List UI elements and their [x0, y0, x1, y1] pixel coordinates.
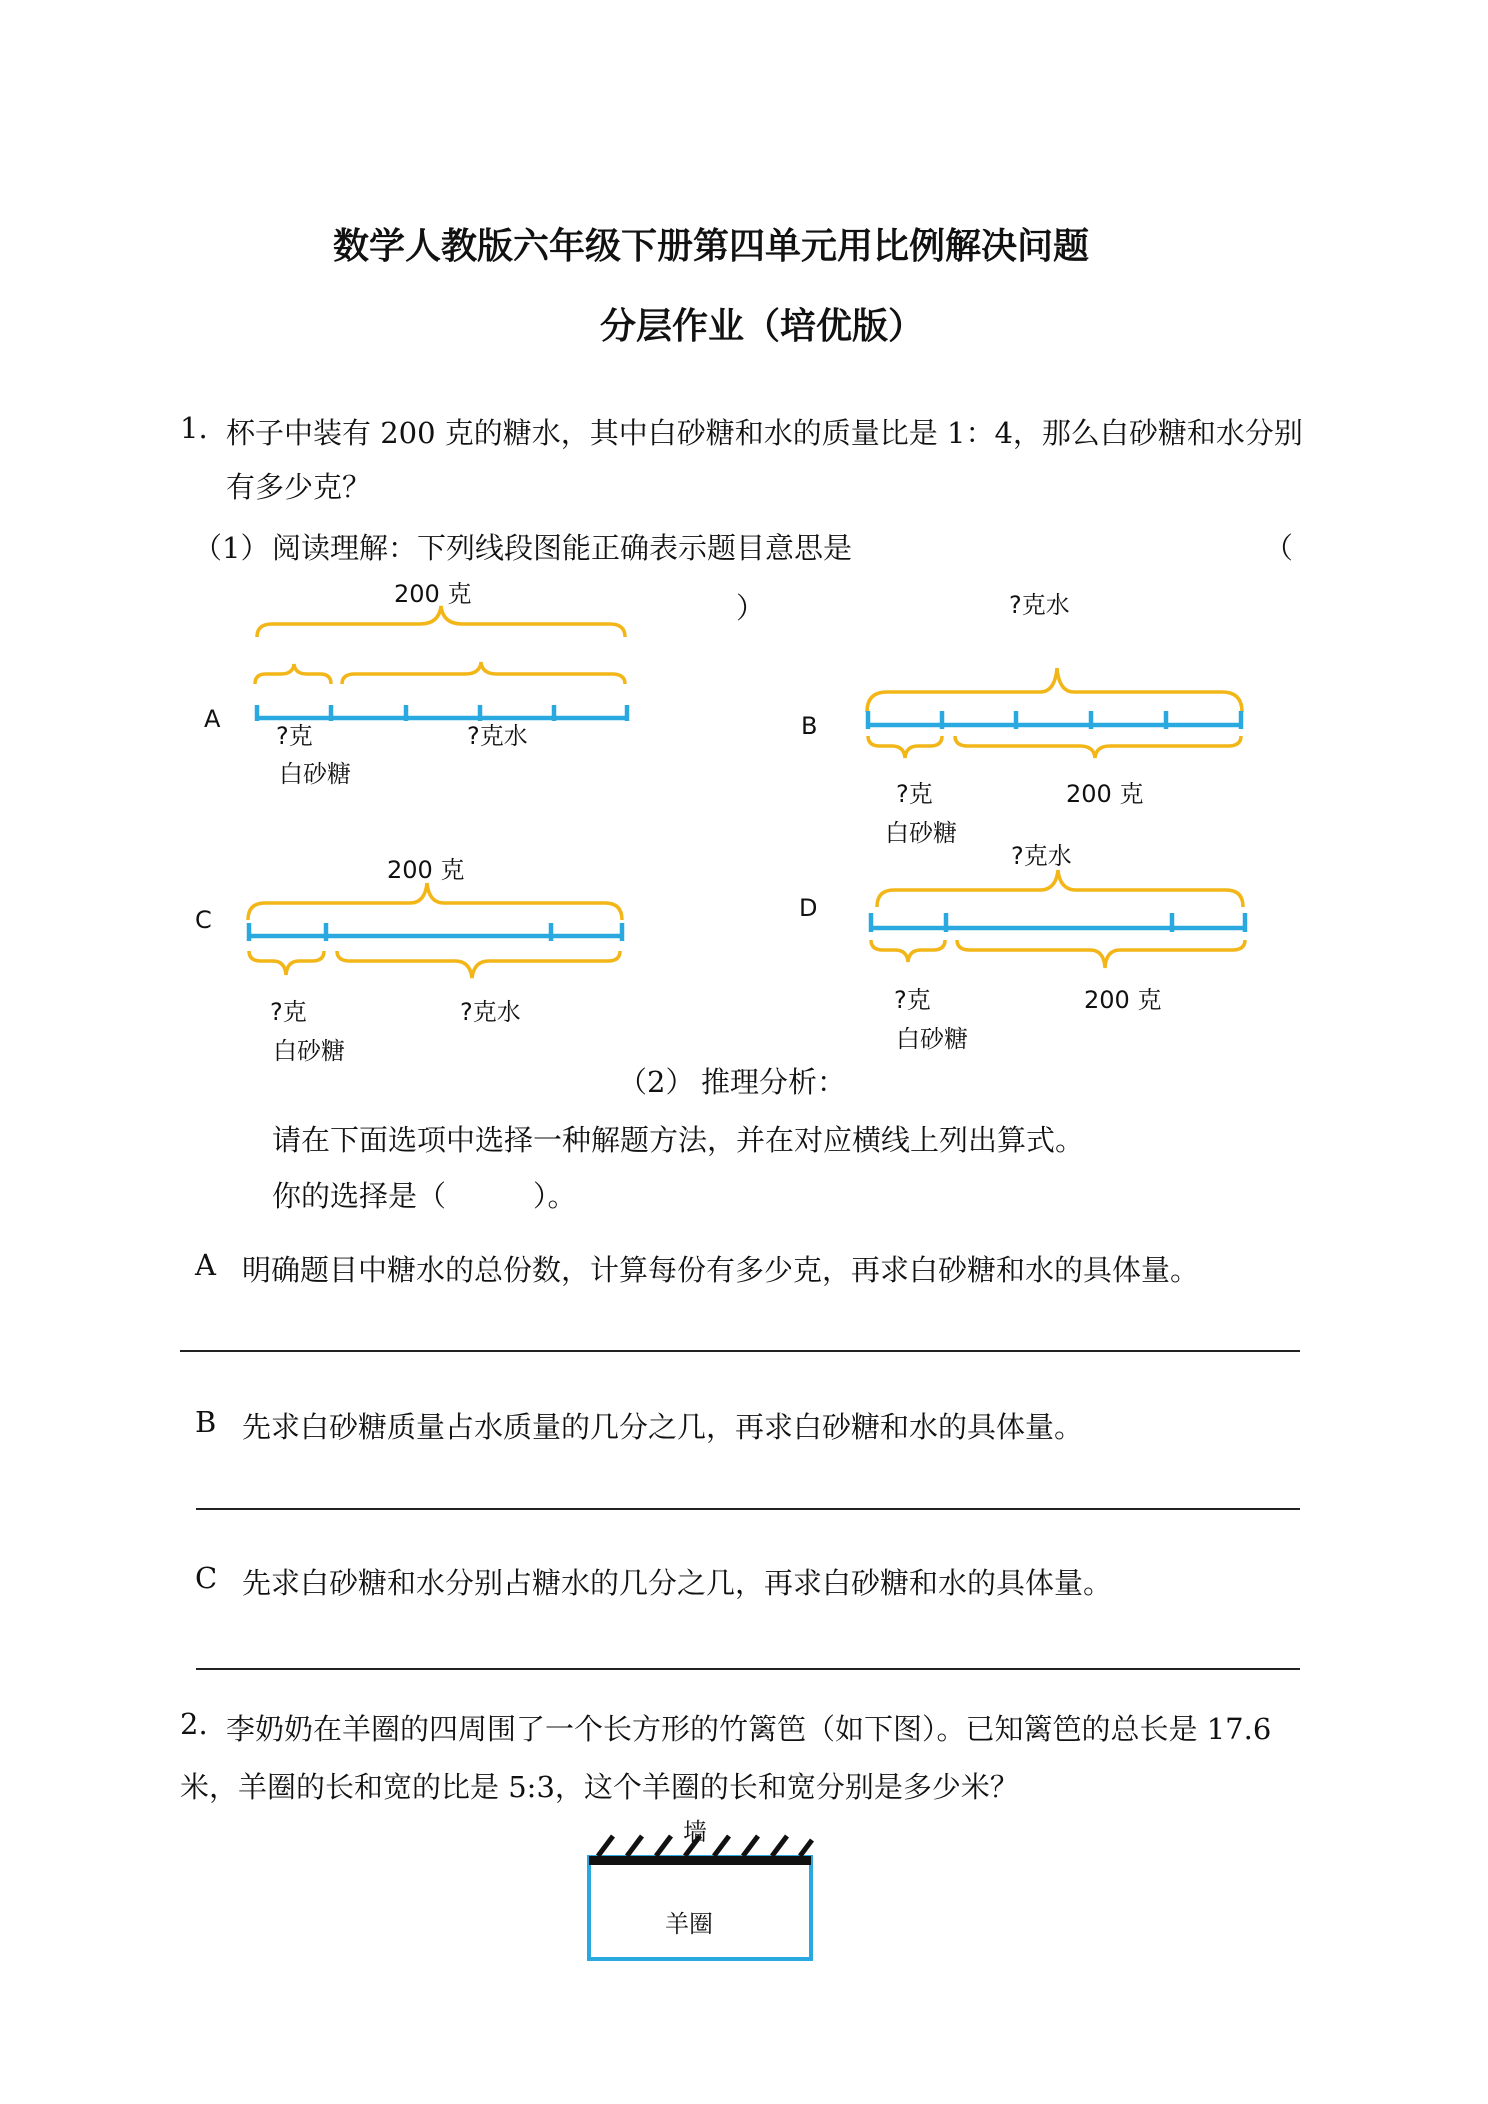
- method-b-letter: B: [195, 1405, 217, 1439]
- diagram-d-sugar-qty: ?克: [894, 986, 931, 1014]
- method-a-letter: A: [195, 1248, 216, 1282]
- diagram-c-water-qty: ?克水: [460, 998, 521, 1026]
- page-title: 数学人教版六年级下册第四单元用比例解决问题: [333, 226, 1090, 267]
- diagram-c-sugar-qty: ?克: [270, 998, 307, 1026]
- diagram-b-letter: B: [801, 712, 818, 740]
- diagram-b-amount: 200 克: [1066, 780, 1144, 808]
- page-subtitle: 分层作业（培优版）: [600, 306, 925, 347]
- diagram-a-sugar-label: 白砂糖: [279, 760, 351, 788]
- q2-text-line2: 米，羊圈的长和宽的比是 5:3，这个羊圈的长和宽分别是多少米？: [180, 1770, 1019, 1804]
- diagram-b-total-label: ?克水: [1009, 591, 1070, 619]
- pen-label: 羊圈: [665, 1910, 713, 1938]
- q1-part1-label: （1）: [193, 531, 270, 565]
- diagram-c-sugar-label: 白砂糖: [273, 1037, 345, 1065]
- method-c-text: 先求白砂糖和水分别占糖水的几分之几，再求白砂糖和水的具体量。: [242, 1566, 1113, 1600]
- q1-part1-text: 阅读理解：下列线段图能正确表示题目意思是: [272, 531, 853, 565]
- q2-text-line1: 李奶奶在羊圈的四周围了一个长方形的竹篱笆（如下图）。已知篱笆的总长是 17.6: [226, 1712, 1272, 1746]
- diagram-d-amount: 200 克: [1084, 986, 1162, 1014]
- wall-label: 墙: [683, 1818, 707, 1846]
- answer-paren-open: （: [1264, 531, 1294, 565]
- q1-part2-instruction: 请在下面选项中选择一种解题方法，并在对应横线上列出算式。: [272, 1123, 1085, 1157]
- q1-text-line2: 有多少克？: [226, 470, 372, 504]
- diagram-d-total-label: ?克水: [1011, 842, 1072, 870]
- q1-part2-label: （2）: [618, 1065, 695, 1099]
- method-a-text: 明确题目中糖水的总份数，计算每份有多少克，再求白砂糖和水的具体量。: [242, 1253, 1200, 1287]
- diagram-a-sugar-qty: ?克: [276, 722, 313, 750]
- diagram-c-total-label: 200 克: [387, 856, 465, 884]
- choice-prompt: 你的选择是（ ）。: [272, 1179, 577, 1213]
- method-c-letter: C: [195, 1561, 218, 1595]
- diagram-c-letter: C: [195, 906, 212, 934]
- q1-number: 1.: [180, 411, 208, 445]
- diagram-a-letter: A: [204, 705, 221, 733]
- diagram-b-sugar-label: 白砂糖: [885, 819, 957, 847]
- diagram-b-sugar-qty: ?克: [896, 780, 933, 808]
- q1-part2-text: 推理分析：: [701, 1065, 847, 1099]
- q1-text-line1: 杯子中装有 200 克的糖水，其中白砂糖和水的质量比是 1：4，那么白砂糖和水分别: [226, 416, 1303, 450]
- diagram-a-water-qty: ?克水: [467, 722, 528, 750]
- diagram-d-sugar-label: 白砂糖: [896, 1025, 968, 1053]
- q2-number: 2.: [180, 1707, 208, 1741]
- wall-bar: [589, 1856, 811, 1865]
- answer-paren-close: ）: [736, 591, 766, 625]
- diagram-a-total-label: 200 克: [394, 580, 472, 608]
- diagram-d-letter: D: [799, 894, 818, 922]
- method-b-text: 先求白砂糖质量占水质量的几分之几，再求白砂糖和水的具体量。: [242, 1410, 1084, 1444]
